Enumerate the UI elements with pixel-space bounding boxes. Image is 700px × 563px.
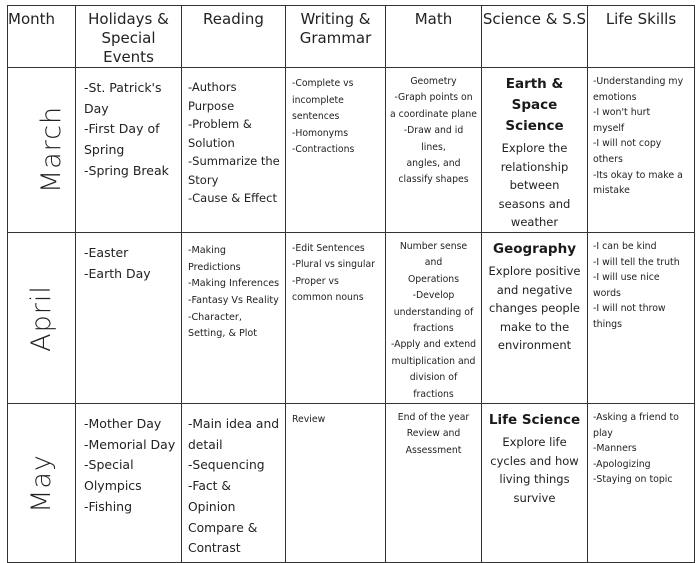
- list-item: Spring: [84, 142, 125, 158]
- list-item: Operations: [407, 273, 460, 285]
- month-label: March: [36, 106, 68, 194]
- row-march: [8, 68, 695, 233]
- list-item: myself: [593, 122, 625, 134]
- list-item: others: [593, 153, 623, 165]
- writing-list: [292, 241, 381, 307]
- list-item: Solution: [188, 135, 235, 150]
- writing-list: [292, 76, 381, 159]
- header-life-skills: Life Skills: [588, 6, 695, 68]
- list-item: mistake: [593, 185, 630, 197]
- list-item: -Easter: [84, 244, 129, 260]
- list-item: fractions: [413, 388, 454, 400]
- list-item: -Graph points on: [394, 92, 473, 104]
- science-description: Explore life cycles and how living things survive: [490, 435, 579, 505]
- list-item: -I won't hurt: [593, 107, 651, 119]
- list-item: -Memorial Day: [84, 436, 176, 452]
- science-cell: [482, 404, 588, 563]
- list-item: -Understanding my: [593, 76, 684, 87]
- science-cell: [482, 232, 588, 403]
- list-item: understanding of: [393, 306, 474, 318]
- list-item: -Character,: [188, 311, 242, 323]
- list-item: -Cause & Effect: [188, 191, 277, 205]
- list-item: -Draw and id lines,: [403, 125, 464, 153]
- list-item: Contrast: [188, 541, 241, 556]
- header-reading: Reading: [182, 6, 286, 68]
- list-item: -Fantasy Vs Reality: [188, 295, 279, 307]
- list-item: -I will not throw: [593, 303, 666, 315]
- holidays-cell: [76, 68, 182, 233]
- life-skills-list: [593, 74, 690, 199]
- list-item: -Problem &: [188, 117, 252, 131]
- writing-list: [292, 412, 381, 429]
- list-item: -Main idea and: [188, 417, 280, 432]
- list-item: -Contractions: [292, 144, 355, 155]
- list-item: -St. Patrick's: [84, 80, 162, 95]
- header-row: [8, 6, 695, 68]
- holidays-list: [84, 414, 177, 518]
- life-skills-cell: [588, 404, 695, 563]
- list-item: detail: [188, 437, 223, 452]
- list-item: -I will not copy: [593, 138, 662, 150]
- reading-cell: [182, 68, 286, 233]
- list-item: Olympics: [84, 478, 142, 494]
- list-item: angles, and: [406, 158, 461, 170]
- reading-cell: [182, 232, 286, 403]
- list-item: emotions: [593, 91, 637, 103]
- list-item: -Summarize the: [188, 154, 280, 168]
- header-holidays: Holidays & Special Events: [76, 6, 182, 68]
- science-description: Explore the relationship between seasons and weather: [498, 141, 571, 230]
- life-skills-cell: [588, 68, 695, 233]
- writing-cell: [286, 68, 386, 233]
- row-may: [8, 404, 695, 563]
- list-item: Story: [188, 172, 219, 187]
- list-item: -Edit Sentences: [292, 242, 365, 254]
- list-item: -Its okay to make a: [593, 169, 683, 181]
- math-list: [390, 239, 477, 403]
- science-description: Explore positive and negative changes people make to the environment: [488, 263, 581, 353]
- list-item: End of the year: [397, 412, 470, 424]
- list-item: common nouns: [292, 292, 364, 304]
- list-item: -Mother Day: [84, 416, 162, 432]
- reading-list: [188, 78, 281, 208]
- list-item: -Plural vs singular: [292, 259, 376, 271]
- list-item: Number sense and: [399, 240, 468, 269]
- month-label: April: [26, 284, 57, 352]
- science-cell: [482, 68, 588, 233]
- list-item: Review and: [406, 428, 461, 440]
- month-label: May: [25, 453, 57, 513]
- curriculum-table: [7, 5, 695, 563]
- life-skills-cell: [588, 232, 695, 403]
- list-item: play: [593, 427, 613, 439]
- science-title: Life Science: [488, 412, 581, 429]
- list-item: a coordinate plane: [390, 108, 477, 120]
- list-item: Setting, & Plot: [188, 328, 258, 340]
- list-item: -Sequencing: [188, 458, 265, 473]
- month-cell: [8, 68, 76, 233]
- list-item: -Staying on topic: [593, 474, 673, 486]
- list-item: division of: [409, 372, 458, 384]
- month-cell: [8, 232, 76, 403]
- holidays-cell: [76, 404, 182, 563]
- writing-cell: [286, 404, 386, 563]
- list-item: -I can be kind: [593, 240, 657, 252]
- list-item: -Apply and extend: [390, 339, 476, 351]
- math-list: [390, 410, 477, 459]
- list-item: words: [593, 287, 621, 299]
- month-cell: [8, 404, 76, 563]
- list-item: Geometry: [410, 76, 457, 87]
- science-title: Geography: [492, 240, 577, 257]
- header-math: Math: [386, 6, 482, 68]
- list-item: fractions: [413, 323, 454, 334]
- math-cell: [386, 404, 482, 563]
- math-list: [390, 74, 477, 189]
- holidays-list: [84, 78, 177, 182]
- holidays-cell: [76, 232, 182, 403]
- list-item: -Manners: [593, 443, 637, 455]
- list-item: -Authors: [188, 80, 237, 94]
- list-item: -Spring Break: [84, 162, 169, 178]
- list-item: Day: [84, 100, 109, 116]
- list-item: Review: [292, 414, 326, 426]
- list-item: -Complete vs: [292, 78, 354, 89]
- header-month: Month: [8, 6, 76, 68]
- math-cell: [386, 68, 482, 233]
- list-item: sentences: [292, 111, 340, 122]
- list-item: -Fishing: [84, 498, 133, 514]
- math-cell: [386, 232, 482, 403]
- header-writing: Writing & Grammar: [286, 6, 386, 68]
- list-item: -Making Predictions: [188, 244, 241, 273]
- list-item: -Earth Day: [84, 265, 151, 281]
- science-title: Earth & Space Science: [505, 76, 564, 134]
- list-item: -Making Inferences: [188, 278, 280, 290]
- list-item: -I will use nice: [593, 272, 660, 284]
- list-item: classify shapes: [398, 174, 469, 186]
- list-item: -Asking a friend to: [593, 412, 679, 424]
- header-science: Science & S.S: [482, 6, 588, 68]
- list-item: -Homonyms: [292, 127, 349, 139]
- reading-list: [188, 414, 281, 559]
- list-item: things: [593, 318, 622, 330]
- reading-cell: [182, 404, 286, 563]
- reading-list: [188, 243, 281, 343]
- list-item: -Special: [84, 457, 134, 473]
- row-april: [8, 232, 695, 403]
- life-skills-list: [593, 410, 690, 488]
- writing-cell: [286, 232, 386, 403]
- list-item: Assessment: [405, 444, 462, 456]
- list-item: -First Day of: [84, 121, 160, 137]
- list-item: incomplete: [292, 94, 344, 106]
- list-item: -Fact & Opinion: [188, 479, 236, 514]
- list-item: multiplication and: [391, 355, 476, 367]
- list-item: -Apologizing: [593, 458, 651, 470]
- list-item: Compare &: [188, 520, 258, 535]
- list-item: -I will tell the truth: [593, 256, 680, 268]
- list-item: -Proper vs: [292, 275, 339, 287]
- list-item: -Develop: [412, 290, 455, 302]
- list-item: Purpose: [188, 98, 235, 113]
- life-skills-list: [593, 239, 690, 333]
- holidays-list: [84, 243, 177, 284]
